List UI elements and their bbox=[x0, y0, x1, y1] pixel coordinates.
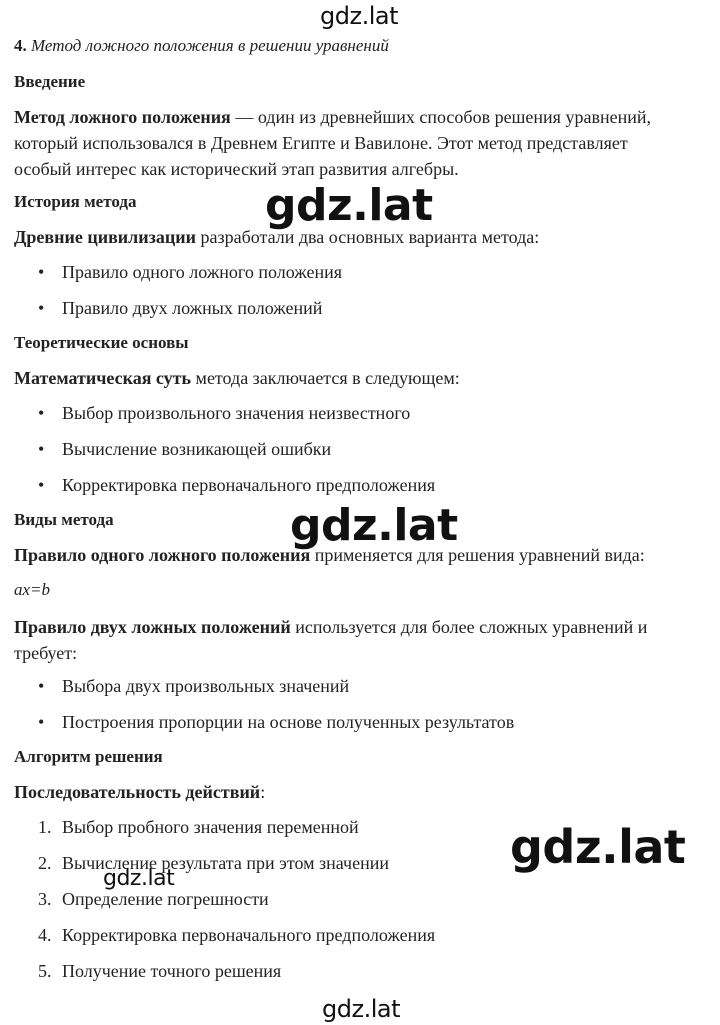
bullet-marker: • bbox=[38, 298, 45, 318]
list-item-text: Правило одного ложного положения bbox=[62, 262, 343, 282]
list-item bbox=[14, 960, 435, 996]
theory-list bbox=[14, 402, 435, 510]
history-list bbox=[14, 261, 342, 333]
types-paragraph-2 bbox=[14, 614, 710, 666]
types-list bbox=[14, 675, 514, 747]
list-item-text: Вычисление возникающей ошибки bbox=[62, 439, 332, 459]
types-p2-bold: Правило двух ложных положений bbox=[14, 617, 291, 637]
list-item bbox=[14, 711, 514, 747]
list-item bbox=[14, 675, 514, 711]
watermark-bottom: gdz.lat bbox=[322, 995, 400, 1023]
list-item-text: Определение погрешности bbox=[62, 889, 269, 909]
list-number: 2. bbox=[38, 853, 52, 873]
list-item-text: Правило двух ложных положений bbox=[62, 298, 323, 318]
list-item bbox=[14, 888, 435, 924]
bullet-marker: • bbox=[38, 262, 45, 282]
bullet-marker: • bbox=[38, 712, 45, 732]
list-item bbox=[14, 261, 342, 297]
bullet-marker: • bbox=[38, 403, 45, 423]
types-p1-text: применяется для решения уравнений вида: bbox=[310, 545, 645, 565]
watermark-mid-2: gdz.lat bbox=[290, 500, 458, 551]
list-number: 4. bbox=[38, 925, 52, 945]
bullet-marker: • bbox=[38, 475, 45, 495]
list-number: 5. bbox=[38, 961, 52, 981]
watermark-mid-1: gdz.lat bbox=[265, 180, 433, 231]
watermark-large: gdz.lat bbox=[510, 820, 686, 874]
list-item-text: Выбор произвольного значения неизвестного bbox=[62, 403, 411, 423]
list-item bbox=[14, 852, 435, 888]
list-item-text: Вычисление результата при этом значении bbox=[62, 853, 389, 873]
watermark-small: gdz.lat bbox=[103, 866, 175, 891]
list-item bbox=[14, 816, 435, 852]
task-title bbox=[14, 36, 389, 56]
history-text: разработали два основных варианта метода: bbox=[196, 227, 540, 247]
list-item-text: Выбор пробного значения переменной bbox=[62, 817, 359, 837]
theory-paragraph bbox=[14, 365, 710, 391]
algorithm-list bbox=[14, 816, 435, 996]
task-title-text: Метод ложного положения в решении уравнений bbox=[31, 36, 389, 55]
formula: ax=b bbox=[14, 580, 51, 599]
algorithm-text: : bbox=[260, 782, 266, 802]
task-number: 4. bbox=[14, 36, 27, 55]
heading-history: История метода bbox=[14, 192, 137, 211]
watermark-top: gdz.lat bbox=[320, 2, 398, 30]
list-item bbox=[14, 438, 435, 474]
algorithm-bold: Последовательность действий bbox=[14, 782, 261, 802]
intro-line3: особый интерес как исторический этап развития алгебры. bbox=[14, 159, 459, 179]
list-item-text: Построения пропорции на основе полученных результатов bbox=[62, 712, 515, 732]
heading-theory: Теоретические основы bbox=[14, 333, 189, 352]
list-item-text: Получение точного решения bbox=[62, 961, 282, 981]
list-number: 1. bbox=[38, 817, 52, 837]
list-number: 3. bbox=[38, 889, 52, 909]
list-item bbox=[14, 297, 342, 333]
intro-line1: — один из древнейших способов решения уравнений, bbox=[230, 107, 651, 127]
list-item bbox=[14, 402, 435, 438]
list-item-text: Корректировка первоначального предположения bbox=[62, 925, 436, 945]
bullet-marker: • bbox=[38, 439, 45, 459]
bullet-marker: • bbox=[38, 676, 45, 696]
theory-bold: Математическая суть bbox=[14, 368, 192, 388]
intro-paragraph bbox=[14, 104, 710, 182]
heading-types: Виды метода bbox=[14, 510, 114, 529]
types-p1-bold: Правило одного ложного положения bbox=[14, 545, 311, 565]
list-item bbox=[14, 924, 435, 960]
history-bold: Древние цивилизации bbox=[14, 227, 196, 247]
types-p2-text: используется для более сложных уравнений и bbox=[290, 617, 648, 637]
list-item-text: Корректировка первоначального предположения bbox=[62, 475, 436, 495]
theory-text: метода заключается в следующем: bbox=[191, 368, 460, 388]
heading-intro: Введение bbox=[14, 72, 86, 91]
algorithm-paragraph bbox=[14, 779, 710, 805]
list-item-text: Выбора двух произвольных значений bbox=[62, 676, 350, 696]
types-p2-line2: требует: bbox=[14, 643, 78, 663]
heading-algorithm: Алгоритм решения bbox=[14, 747, 163, 766]
intro-line2: который использовался в Древнем Египте и Вавилоне. Этот метод представляет bbox=[14, 133, 628, 153]
intro-bold: Метод ложного положения bbox=[14, 107, 231, 127]
